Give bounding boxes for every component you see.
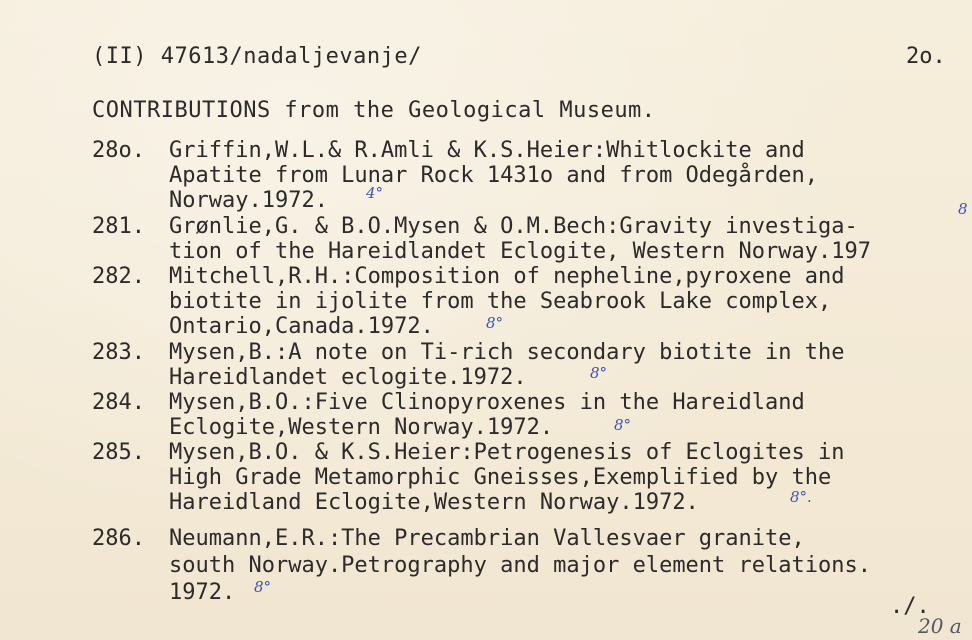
entry-line: Hareidlandet eclogite.1972. — [169, 365, 527, 390]
entry-line: 1972. — [169, 580, 236, 605]
entry-line: Mysen,B.:A note on Ti-rich secondary biotite in the — [169, 340, 845, 365]
continuation-mark: ./. — [890, 594, 930, 619]
entry-line: High Grade Metamorphic Gneisses,Exemplified by the — [169, 465, 832, 490]
entry-number: 28o. — [92, 138, 145, 163]
entry-number: 281. — [92, 214, 145, 239]
entry-line: biotite in ijolite from the Seabrook Lake complex, — [169, 289, 832, 314]
entry-number: 284. — [92, 390, 145, 415]
entry-line: Griffin,W.L.& R.Amli & K.S.Heier:Whitlockite and — [169, 138, 805, 163]
corner-note: 20 a — [918, 614, 962, 638]
handwritten-note: 8°. — [790, 488, 812, 506]
entry-line: Hareidland Eclogite,Western Norway.1972. — [169, 490, 699, 515]
handwritten-note: 8° — [486, 314, 504, 332]
entry-number: 286. — [92, 526, 145, 551]
page-number: 2o. — [906, 44, 946, 69]
entry-line: Grønlie,G. & B.O.Mysen & O.M.Bech:Gravity investiga- — [169, 214, 858, 239]
handwritten-note: 4° — [366, 184, 384, 202]
handwritten-note: 8° — [254, 578, 272, 596]
entry-line: Neumann,E.R.:The Precambrian Vallesvaer granite, — [169, 526, 805, 551]
entry-line: south Norway.Petrography and major element relations. — [169, 553, 871, 578]
card-reference: (II) 47613/nadaljevanje/ — [92, 44, 422, 69]
entry-line: Norway.1972. — [169, 188, 328, 213]
handwritten-note: 8 — [958, 200, 968, 218]
entry-line: Mysen,B.O.:Five Clinopyroxenes in the Hareidland — [169, 390, 805, 415]
section-title: CONTRIBUTIONS from the Geological Museum. — [92, 98, 656, 123]
entry-number: 283. — [92, 340, 145, 365]
entry-line: Mitchell,R.H.:Composition of nepheline,pyroxene and — [169, 264, 845, 289]
entry-line: Eclogite,Western Norway.1972. — [169, 415, 554, 440]
entry-number: 285. — [92, 440, 145, 465]
entry-line: Ontario,Canada.1972. — [169, 314, 434, 339]
entry-line: tion of the Hareidlandet Eclogite, Western Norway.197 — [169, 239, 871, 264]
handwritten-note: 8° — [590, 364, 608, 382]
entry-number: 282. — [92, 264, 145, 289]
entry-line: Apatite from Lunar Rock 1431o and from Odegården, — [169, 163, 819, 188]
handwritten-note: 8° — [614, 416, 632, 434]
entry-line: Mysen,B.O. & K.S.Heier:Petrogenesis of Eclogites in — [169, 440, 845, 465]
